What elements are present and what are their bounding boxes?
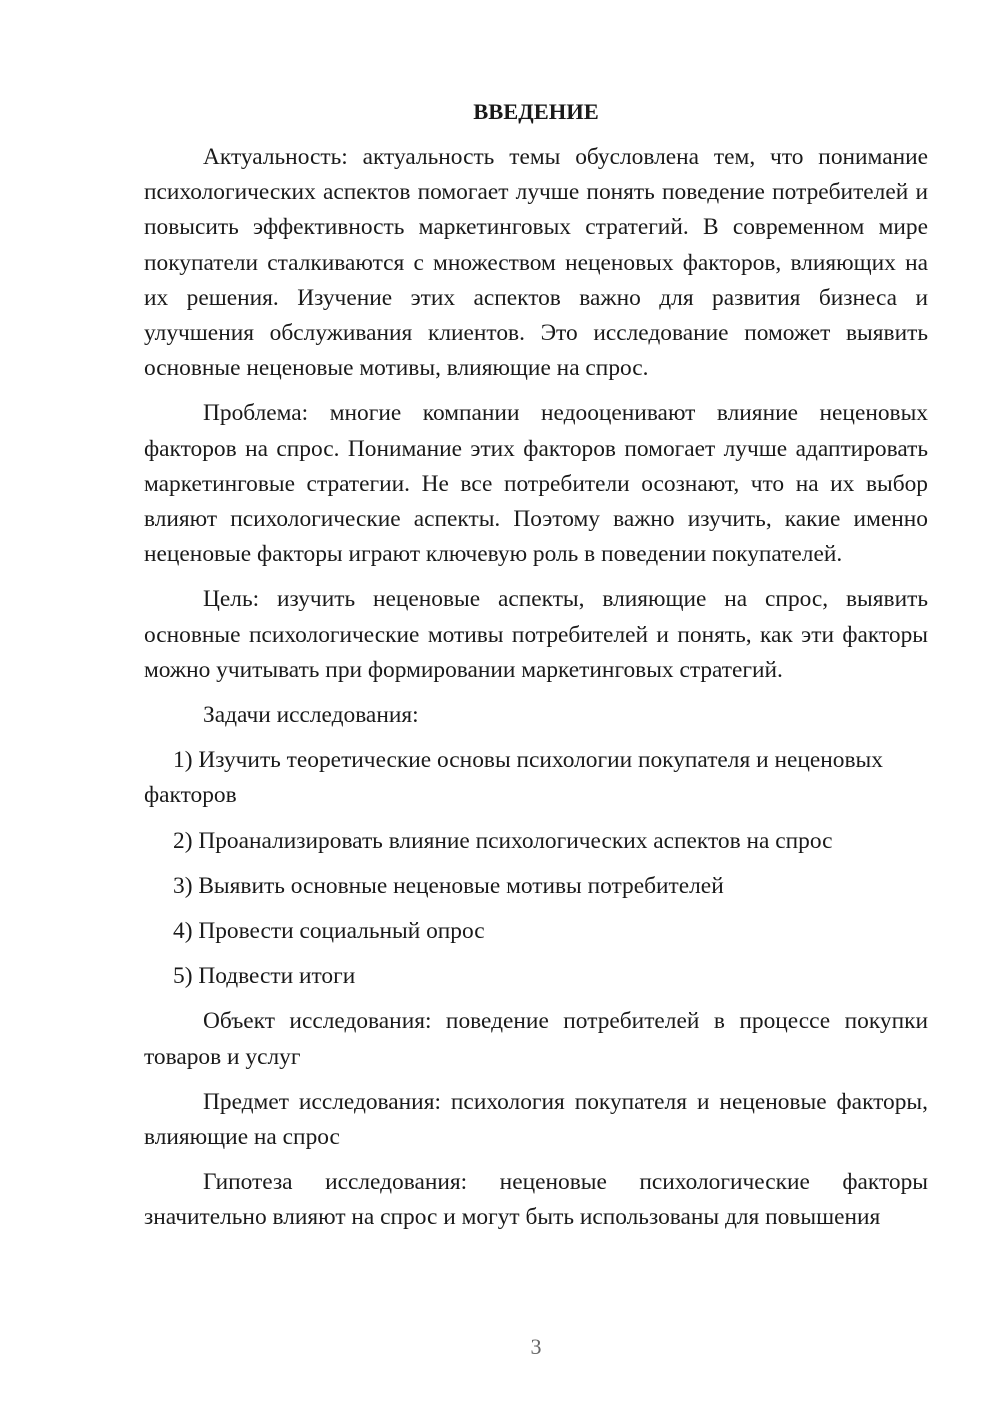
page-content: [144, 94, 928, 1236]
problem-paragraph: Проблема: многие компании недооценивают влияние неценовых факторов на спрос. Понимание этих факторов помогает лучше адаптировать маркетинговые стратегии. Не все потребители осознают, что на их выбор влияют психологические аспекты. Поэтому важно изучить, какие именно неценовые факторы играют ключевую роль в поведении покупателей.: [144, 400, 928, 568]
object-paragraph: Объект исследования: поведение потребителей в процессе покупки товаров и услуг: [144, 1008, 928, 1070]
task-item: 1) Изучить теоретические основы психологии покупателя и неценовых факторов: [144, 747, 883, 809]
task-item: 5) Подвести итоги: [173, 963, 356, 990]
section-heading: ВВЕДЕНИЕ: [473, 99, 599, 124]
task-item: 3) Выявить основные неценовые мотивы потребителей: [173, 872, 724, 899]
task-item: 2) Проанализировать влияние психологических аспектов на спрос: [173, 827, 833, 854]
tasks-title: Задачи исследования:: [203, 702, 419, 729]
goal-paragraph: Цель: изучить неценовые аспекты, влияющие на спрос, выявить основные психологические мотивы потребителей и понять, как эти факторы можно учитывать при формировании маркетинговых стратегий.: [144, 586, 928, 683]
subject-paragraph: Предмет исследования: психология покупателя и неценовые факторы, влияющие на спрос: [144, 1088, 928, 1151]
page-number: 3: [530, 1334, 542, 1359]
relevance-paragraph: Актуальность: актуальность темы обусловлена тем, что понимание психологических аспектов помогает лучше понять поведение потребителей и повысить эффективность маркетинговых стратегий. В современном мире покупатели сталкиваются с множеством неценовых факторов, влияющих на их решения. Изучение этих аспектов важно для развития бизнеса и улучшения обслуживания клиентов. Это исследование поможет выявить основные неценовые мотивы, влияющие на спрос.: [144, 144, 928, 382]
task-item: 4) Провести социальный опрос: [173, 918, 485, 945]
hypothesis-paragraph: Гипотеза исследования: неценовые психологические факторы значительно влияют на спрос и могут быть использованы для повышения: [144, 1169, 928, 1231]
tasks-list: [144, 743, 928, 994]
